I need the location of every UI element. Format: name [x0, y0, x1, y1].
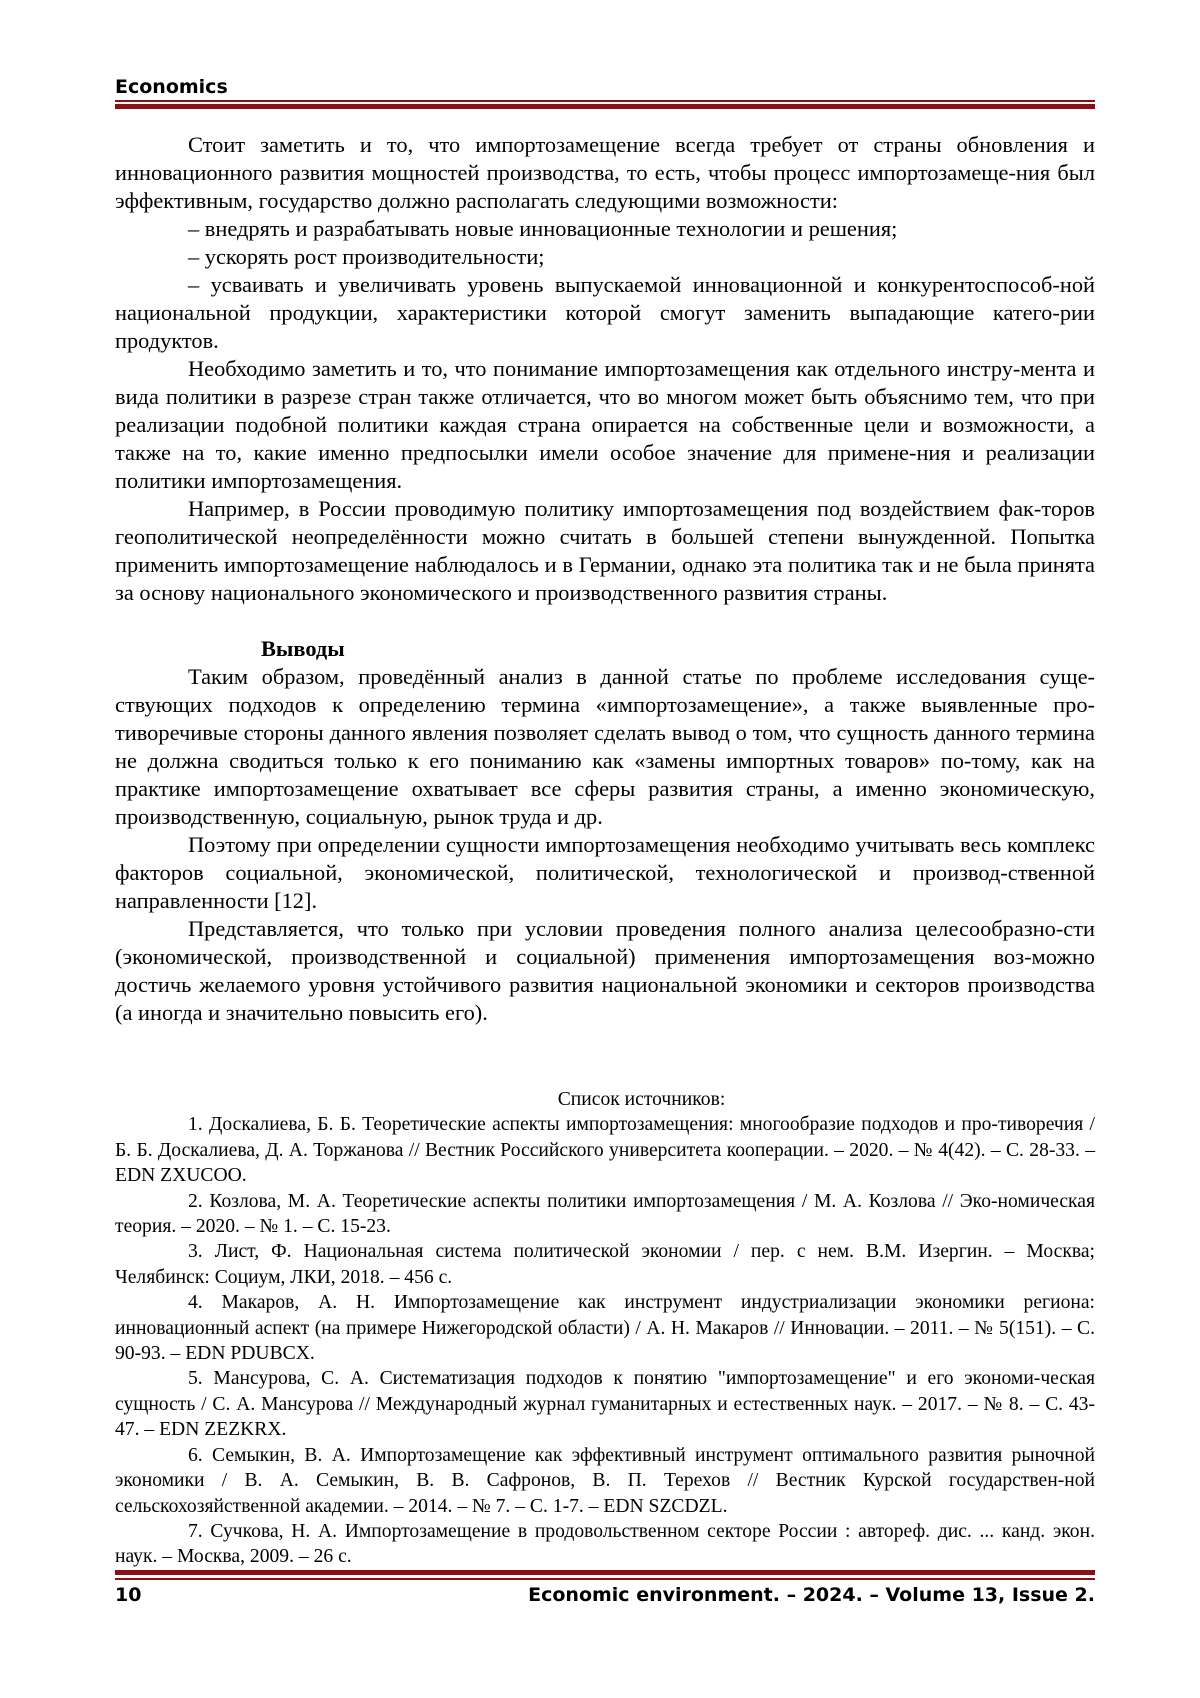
header-rule-thin [115, 100, 1095, 102]
paragraph: Например, в России проводимую политику импортозамещения под воздействием фак-торов геополитической неопределённости можно считать в большей степени вынужденной. Попытка применить импортозамещение наблюдалось и в Германии, однако эта политика так и не была принята за основу национального экономического и производственного развития страны. [115, 496, 1095, 605]
reference-item: 2. Козлова, М. А. Теоретические аспекты политики импортозамещения / М. А. Козлова // Эко-номическая теория. – 2020. – № 1. – С. 15-23. [115, 1190, 1095, 1238]
paragraph: Представляется, что только при условии проведения полного анализа целесообразно-сти (экономической, производственной и социальной) применения импортозамещения воз-можно достичь желаемого уровня устойчивого развития национальной экономики и секторов производства (а иногда и значительно повысить его). [115, 916, 1095, 1025]
references-title: Список источников: [557, 1089, 726, 1110]
paragraph: Стоит заметить и то, что импортозамещение всегда требует от страны обновления и инновационного развития мощностей производства, то есть, чтобы процесс импортозамеще-ния был эффективным, государство должно располагать следующими возможности: [115, 132, 1095, 213]
paragraph: Таким образом, проведённый анализ в данной статье по проблеме исследования суще-ствующих подходов к определению термина «импортозамещение», а также выявленные про-тиворечивые стороны данного явления позволяет сделать вывод о том, что сущность данного термина не должна сводиться только к его пониманию как «замены импортных товаров» по-тому, как на практике импортозамещение охватывает все сферы развития страны, а именно экономическую, производственную, социальную, рынок труда и др. [115, 664, 1095, 829]
section-heading-conclusions: Выводы [261, 636, 345, 661]
paragraph: Поэтому при определении сущности импортозамещения необходимо учитывать весь комплекс факторов социальной, экономической, политической, технологической и производ-ственной направленности [12]. [115, 832, 1095, 913]
reference-item: 3. Лист, Ф. Национальная система политической экономии / пер. с нем. В.М. Изергин. – Москва; Челябинск: Социум, ЛКИ, 2018. – 456 с. [115, 1241, 1095, 1288]
reference-item: 6. Семыкин, В. А. Импортозамещение как эффективный инструмент оптимального развития рыночной экономики / В. А. Семыкин, В. В. Сафронов, В. П. Терехов // Вестник Курской государствен-ной сельскохозяйственной академии. – 2014. – № 7. – С. 1-7. – EDN SZCDZL. [115, 1444, 1095, 1517]
page-number: 10 [115, 1584, 142, 1606]
reference-item: 4. Макаров, А. Н. Импортозамещение как инструмент индустриализации экономики региона: инновационный аспект (на примере Нижегородской области) / А. Н. Макаров // Инновации. – 2011. – № 5(151). – С. 90-93. – EDN PDUBCX. [115, 1292, 1095, 1365]
spacer [115, 607, 1095, 635]
section-header: Economics [115, 76, 228, 98]
bullet-item: – усваивать и увеличивать уровень выпускаемой инновационной и конкурентоспособ-ной национальной продукции, характеристики которой смогут заменить выпадающие катего-рии продуктов. [115, 272, 1095, 353]
reference-item: 1. Доскалиева, Б. Б. Теоретические аспекты импортозамещения: многообразие подходов и про-тиворечия / Б. Б. Доскалиева, Д. А. Торжанова // Вестник Российского университета кооперации. – 2020. – № 4(42). – С. 28-33. – EDN ZXUCOO. [115, 1114, 1095, 1187]
reference-item: 5. Мансурова, С. А. Систематизация подходов к понятию "импортозамещение" и его экономи-ческая сущность / С. А. Мансурова // Международный журнал гуманитарных и естественных наук. – 2017. – № 8. – С. 43-47. – EDN ZEZKRX. [115, 1368, 1095, 1441]
bullet-item: – внедрять и разрабатывать новые инновационные технологии и решения; [188, 216, 898, 241]
footer-rule-thin [115, 1578, 1095, 1580]
reference-item: 7. Сучкова, Н. А. Импортозамещение в продовольственном секторе России : автореф. дис. ... канд. экон. наук. – Москва, 2009. – 26 с. [115, 1520, 1095, 1568]
footer-rule-thick [115, 1570, 1095, 1575]
header-rule-thick [115, 104, 1095, 109]
bullet-item: – ускорять рост производительности; [188, 244, 545, 269]
journal-citation: Economic environment. – 2024. – Volume 13, Issue 2. [528, 1584, 1095, 1606]
article-body [115, 131, 1095, 1027]
paragraph: Необходимо заметить и то, что понимание импортозамещения как отдельного инстру-мента и вида политики в разрезе стран также отличается, что во многом может быть объяснимо тем, что при реализации подобной политики каждая страна опирается на собственные цели и возможности, а также на то, какие именно предпосылки имели особое значение для примене-ния и реализации политики импортозамещения. [115, 356, 1095, 493]
references-list [115, 1087, 1095, 1570]
